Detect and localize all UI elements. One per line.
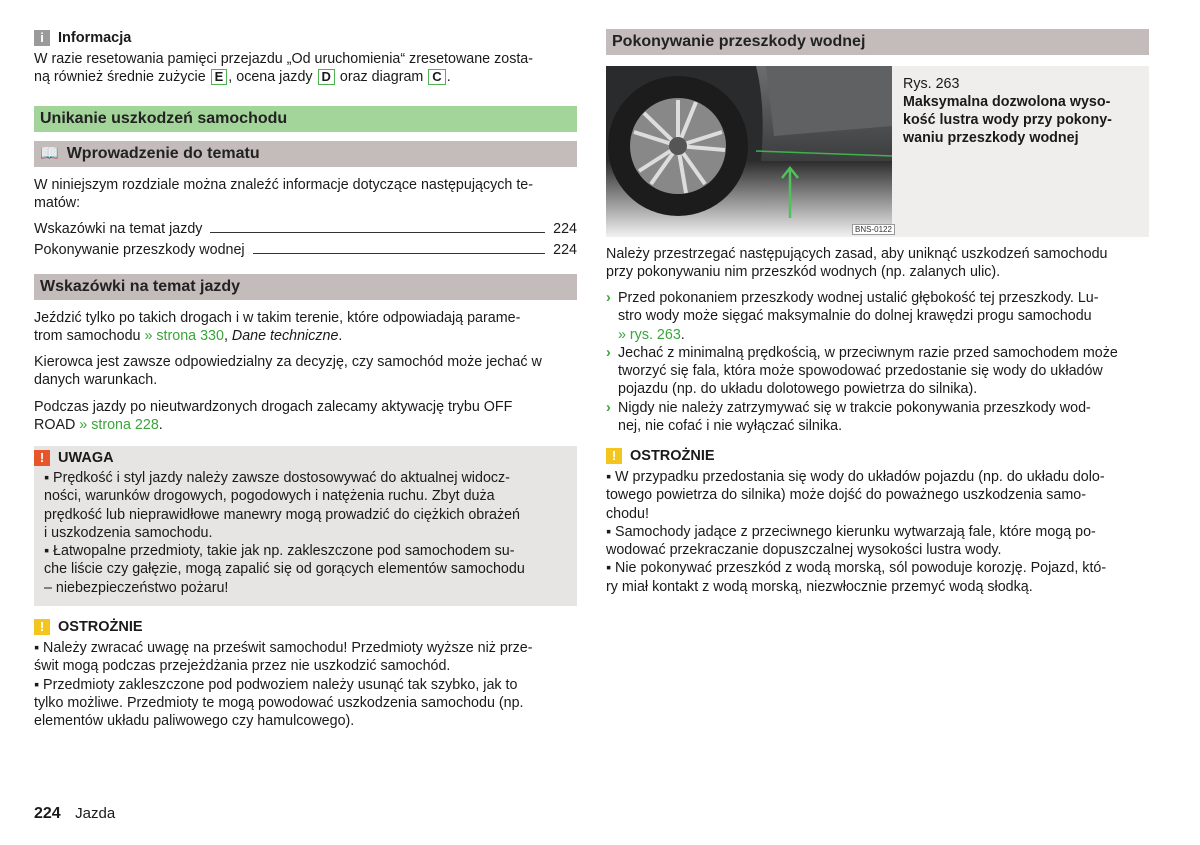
text-line	[606, 523, 1106, 541]
text-line	[34, 712, 533, 730]
text-segment: ną również średnie zużycie	[34, 69, 210, 86]
text-line	[606, 289, 1118, 307]
text-segment: ▪ Łatwopalne przedmioty, takie jak np. zakleszczone pod samochodem su-	[44, 543, 515, 560]
figure-code: BNS-0122	[852, 224, 895, 235]
text-line	[34, 353, 542, 371]
text-segment: pojazdu (np. do układu dolotowego powietrza do silnika).	[618, 381, 978, 398]
text-line	[606, 578, 1106, 596]
intro-title: Wprowadzenie do tematu	[66, 145, 260, 162]
figure	[606, 66, 1149, 237]
text-segment: W niniejszym rozdziale można znaleźć informacje dotyczące następujących te-	[34, 177, 534, 193]
footer	[34, 805, 115, 823]
text-segment: ności, warunków drogowych, pogodowych i natężenia ruchu. Zbyt duża	[44, 488, 495, 505]
caution-title: OSTROŻNIE	[58, 619, 143, 635]
text-segment: Podczas jazdy po nieutwardzonych drogach zalecamy aktywację trybu OFF	[34, 399, 513, 415]
warning-text	[44, 469, 525, 597]
text-segment: danych warunkach.	[34, 372, 158, 389]
text-segment: Dane techniczne	[231, 328, 339, 345]
figure-number: Rys. 263	[903, 76, 960, 92]
warning-header	[34, 449, 114, 467]
figure-caption	[903, 75, 1112, 147]
toc-label[interactable]: Wskazówki na temat jazdy	[34, 221, 203, 237]
text-segment: .	[338, 328, 343, 345]
text-line	[34, 309, 520, 327]
text-segment: nej, nie cofać i nie wyłączać silnika.	[618, 418, 843, 435]
text-segment: matów:	[34, 195, 81, 212]
text-line	[34, 639, 533, 657]
text-line	[34, 176, 533, 194]
intro-text	[34, 176, 533, 213]
bullet-icon: ›	[606, 344, 611, 361]
info-title: Informacja	[58, 30, 132, 46]
car-wheel-illustration	[606, 66, 892, 237]
text-segment: Należy przestrzegać następujących zasad, aby uniknąć uszkodzeń samochodu	[606, 246, 1108, 262]
text-segment: elementów układu paliwowego czy hamulcowego).	[34, 713, 355, 730]
text-segment: ▪ Przedmioty zakleszczone pod podwoziem należy usunąć tak szybko, jak to	[34, 676, 518, 693]
text-line	[34, 657, 533, 675]
book-icon: 📖	[40, 145, 59, 162]
text-line	[34, 194, 533, 212]
cross-reference-link[interactable]: » strona 228	[79, 417, 159, 434]
text-segment: ▪ Prędkość i styl jazdy należy zawsze dostosowywać do aktualnej widocz-	[44, 470, 510, 486]
bullet-icon: ›	[606, 399, 611, 416]
bullet-icon: ›	[606, 290, 611, 306]
info-header	[34, 29, 131, 47]
text-segment: ▪ Samochody jadące z przeciwnego kierunku wytwarzają fale, które mogą po-	[606, 523, 1096, 540]
page-number: 224	[34, 805, 61, 822]
toc-leader	[210, 232, 545, 233]
text-line	[44, 487, 525, 505]
cross-reference-link[interactable]: » strona 330	[144, 328, 224, 345]
text-segment: ▪ Nie pokonywać przeszkód z wodą morską, sól powoduje korozję. Pojazd, któ-	[606, 560, 1107, 577]
text-segment: wodować przekraczanie dopuszczalnej wysokości lustra wody.	[606, 542, 1002, 559]
toc-page: 224	[553, 242, 577, 258]
toc-item[interactable]	[34, 240, 577, 258]
text-line	[34, 398, 512, 416]
caution-text	[34, 639, 533, 730]
text-segment: towego powietrza do silnika) może dojść do poważnego uszkodzenia samo-	[606, 487, 1086, 504]
text-line	[606, 468, 1106, 486]
cross-reference-link[interactable]: » rys. 263	[618, 326, 681, 343]
text-segment: tylko możliwe. Przedmioty te mogą powodować uszkodzenia samochodu (np.	[34, 694, 524, 711]
text-line	[606, 505, 1106, 523]
text-line	[44, 579, 525, 597]
display-key-label: E	[211, 69, 228, 85]
text-segment: tworzyć się fala, która może spowodować przedostanie się wody do układów	[618, 363, 1103, 380]
text-segment: .	[158, 417, 163, 434]
water-intro	[606, 245, 1107, 282]
text-segment: .	[446, 69, 451, 86]
text-segment: ry miał kontakt z wodą morską, niezwłocznie przemyć wodą słodką.	[606, 578, 1033, 595]
text-line	[34, 68, 533, 86]
text-line	[44, 506, 525, 524]
text-segment: – niebezpieczeństwo pożaru!	[44, 579, 229, 596]
figure-caption-line: kość lustra wody przy pokony-	[903, 112, 1112, 128]
text-segment: ROAD	[34, 417, 80, 434]
text-segment: ▪ W przypadku przedostania się wody do układów pojazdu (np. do układu dolo-	[606, 469, 1105, 485]
text-line	[34, 694, 533, 712]
warning-title: UWAGA	[58, 450, 114, 466]
text-segment: Kierowca jest zawsze odpowiedzialny za decyzję, czy samochód może jechać w	[34, 354, 542, 370]
text-line	[34, 371, 542, 389]
driving-title: Wskazówki na temat jazdy	[34, 274, 577, 300]
text-line	[34, 327, 520, 345]
water-bullets	[606, 289, 1118, 435]
text-segment: ▪ Należy zwracać uwagę na prześwit samochodu! Przedmioty wyższe niż prze-	[34, 640, 533, 656]
text-segment: Nigdy nie należy zatrzymywać się w trakcie pokonywania przeszkody wod-	[618, 399, 1091, 416]
chapter-name: Jazda	[75, 805, 116, 822]
text-line	[606, 362, 1118, 380]
text-segment: .	[680, 326, 685, 343]
text-line	[44, 469, 525, 487]
figure-caption-line: Maksymalna dozwolona wyso-	[903, 94, 1111, 110]
text-segment: , ocena jazdy	[228, 69, 317, 86]
toc-leader	[253, 253, 546, 254]
text-line	[606, 559, 1106, 577]
text-line	[44, 542, 525, 560]
text-line	[606, 380, 1118, 398]
text-line	[34, 50, 533, 68]
text-line	[606, 245, 1107, 263]
caution-icon: !	[34, 619, 50, 635]
text-segment: che liście czy gałęzie, mogą zapalić się od gorących elementów samochodu	[44, 561, 525, 578]
text-line	[44, 524, 525, 542]
caution-title: OSTROŻNIE	[630, 448, 715, 464]
text-segment: chodu!	[606, 505, 649, 522]
text-segment: stro wody może sięgać maksymalnie do dolnej krawędzi progu samochodu	[618, 308, 1092, 325]
text-line	[606, 326, 1118, 344]
text-line	[606, 417, 1118, 435]
water-title: Pokonywanie przeszkody wodnej	[606, 29, 1149, 55]
info-icon: i	[34, 30, 50, 46]
toc-item[interactable]	[34, 219, 577, 237]
text-segment: świt mogą podczas przejeżdżania przez nie uszkodzić samochód.	[34, 658, 451, 675]
figure-caption-line: waniu przeszkody wodnej	[903, 130, 1079, 146]
text-line	[44, 560, 525, 578]
driving-p1	[34, 309, 520, 346]
text-segment: prędkość lub nieprawidłowe manewry mogą prowadzić do ciężkich obrażeń	[44, 506, 521, 523]
text-line	[606, 486, 1106, 504]
text-line	[606, 344, 1118, 362]
section-title: Unikanie uszkodzeń samochodu	[34, 106, 577, 132]
caution-header	[34, 618, 143, 636]
text-segment: Jeździć tylko po takich drogach i w takim terenie, które odpowiadają parame-	[34, 310, 521, 326]
toc-label[interactable]: Pokonywanie przeszkody wodnej	[34, 242, 245, 258]
caution-icon: !	[606, 448, 622, 464]
warning-box	[34, 446, 577, 606]
driving-p2	[34, 353, 542, 390]
display-key-label: D	[318, 69, 335, 85]
text-segment: Przed pokonaniem przeszkody wodnej ustalić głębokość tej przeszkody. Lu-	[618, 290, 1099, 306]
text-line	[34, 416, 512, 434]
text-segment: Jechać z minimalną prędkością, w przeciwnym razie przed samochodem może	[618, 344, 1118, 361]
text-line	[606, 307, 1118, 325]
toc-page: 224	[553, 221, 577, 237]
display-key-label: C	[428, 69, 445, 85]
driving-p3	[34, 398, 512, 435]
warning-icon: !	[34, 450, 50, 466]
text-line	[606, 541, 1106, 559]
text-line	[606, 263, 1107, 281]
text-line	[34, 676, 533, 694]
caution-text-right	[606, 468, 1106, 596]
text-segment: W razie resetowania pamięci przejazdu „Od uruchomienia“ zresetowane zosta-	[34, 51, 534, 67]
intro-header	[34, 141, 577, 167]
text-segment: i uszkodzenia samochodu.	[44, 524, 213, 541]
info-text	[34, 50, 533, 87]
text-line	[606, 399, 1118, 417]
text-segment: oraz diagram	[335, 69, 428, 86]
caution-header-right	[606, 447, 715, 465]
text-segment: przy pokonywaniu nim przeszkód wodnych (np. zalanych ulic).	[606, 264, 1001, 281]
text-segment: trom samochodu	[34, 328, 145, 345]
text-segment: ,	[223, 328, 232, 345]
